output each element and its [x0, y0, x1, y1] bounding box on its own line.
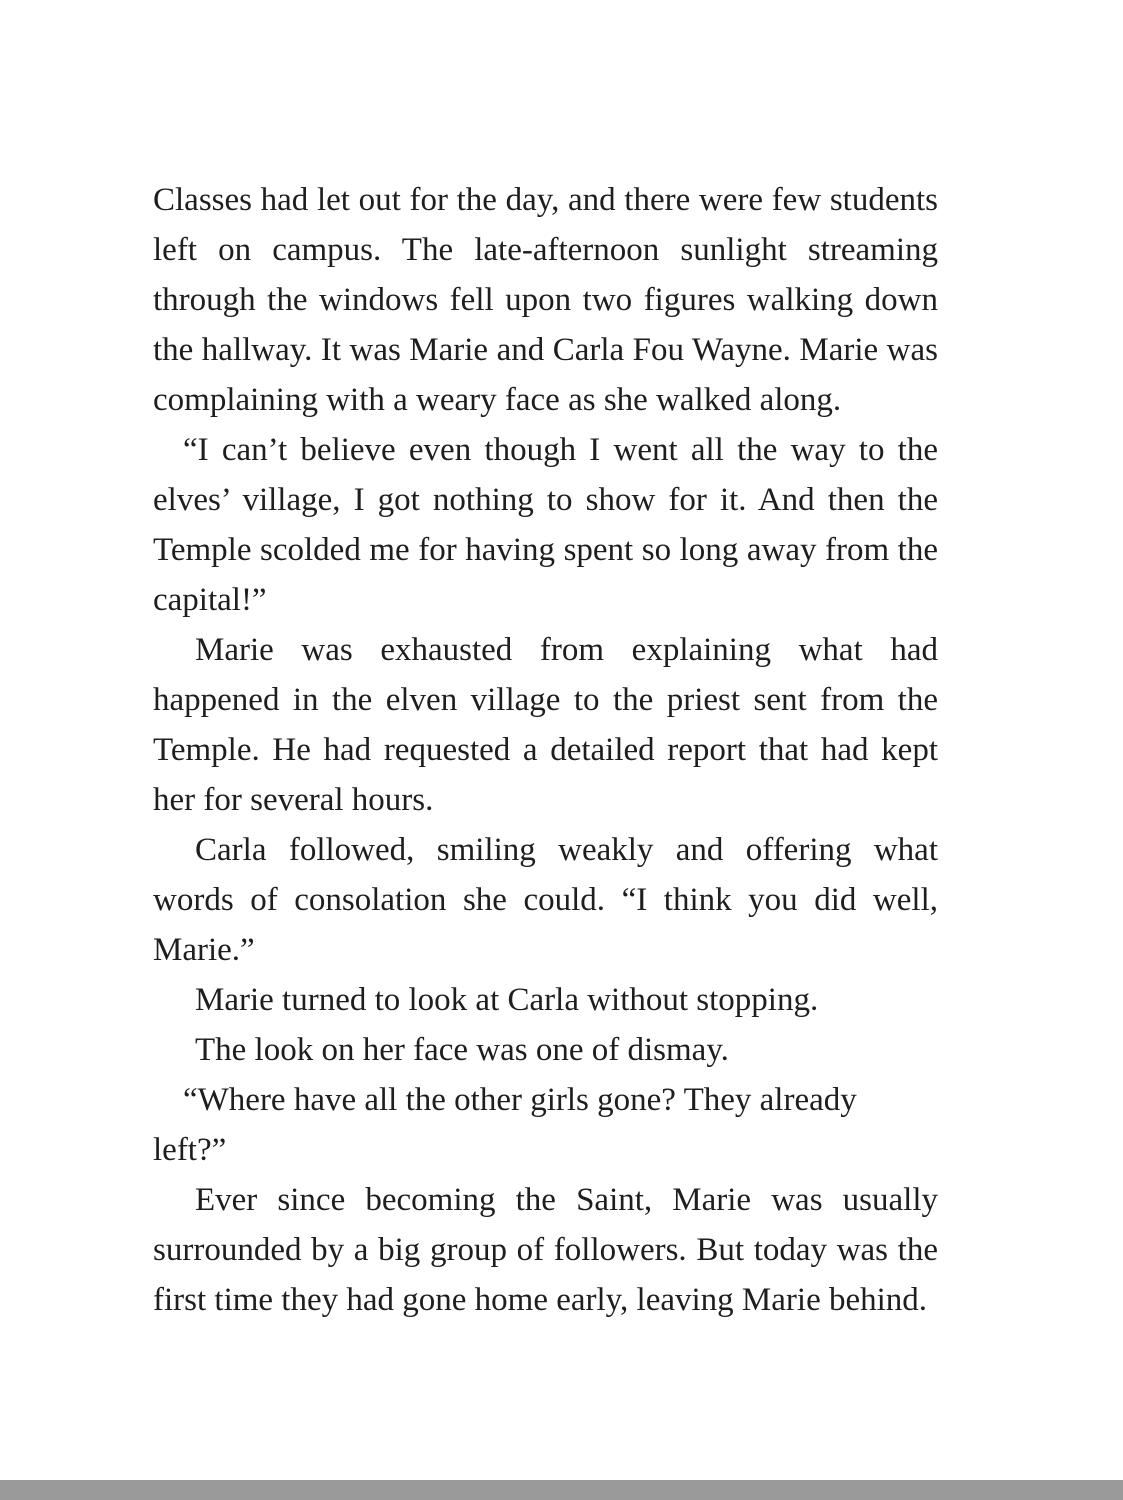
paragraph-8: Ever since becoming the Saint, Marie was usually surrounded by a big group of followers. But today was the first time they had gone home early, leaving Marie behind. — [153, 1182, 938, 1318]
paragraph-3: Marie was exhausted from explaining what had happened in the elven village to the priest sent from the Temple. He had requested a detailed report that had kept her for several hours. — [153, 632, 938, 818]
paragraph-2: “I can’t believe even though I went all the way to the elves’ village, I got nothing to show for it. And then the Temple scolded me for having spent so long away from the capital!” — [153, 432, 938, 618]
paragraph-7: “Where have all the other girls gone? They already left?” — [153, 1082, 857, 1168]
paragraph-1: Classes had let out for the day, and there were few students left on campus. The late-afternoon sunlight streaming through the windows fell upon two figures walking down the hallway. It was Marie and Carla Fou Wayne. Marie was complaining with a weary face as she walked along. — [153, 182, 938, 418]
paragraph-5: Marie turned to look at Carla without stopping. — [195, 982, 819, 1018]
paragraph-4: Carla followed, smiling weakly and offering what words of consolation she could. “I think you did well, Marie.” — [153, 832, 938, 968]
body-text — [153, 175, 938, 1325]
paragraph-6: The look on her face was one of dismay. — [195, 1032, 729, 1068]
bottom-bar — [0, 1480, 1123, 1500]
